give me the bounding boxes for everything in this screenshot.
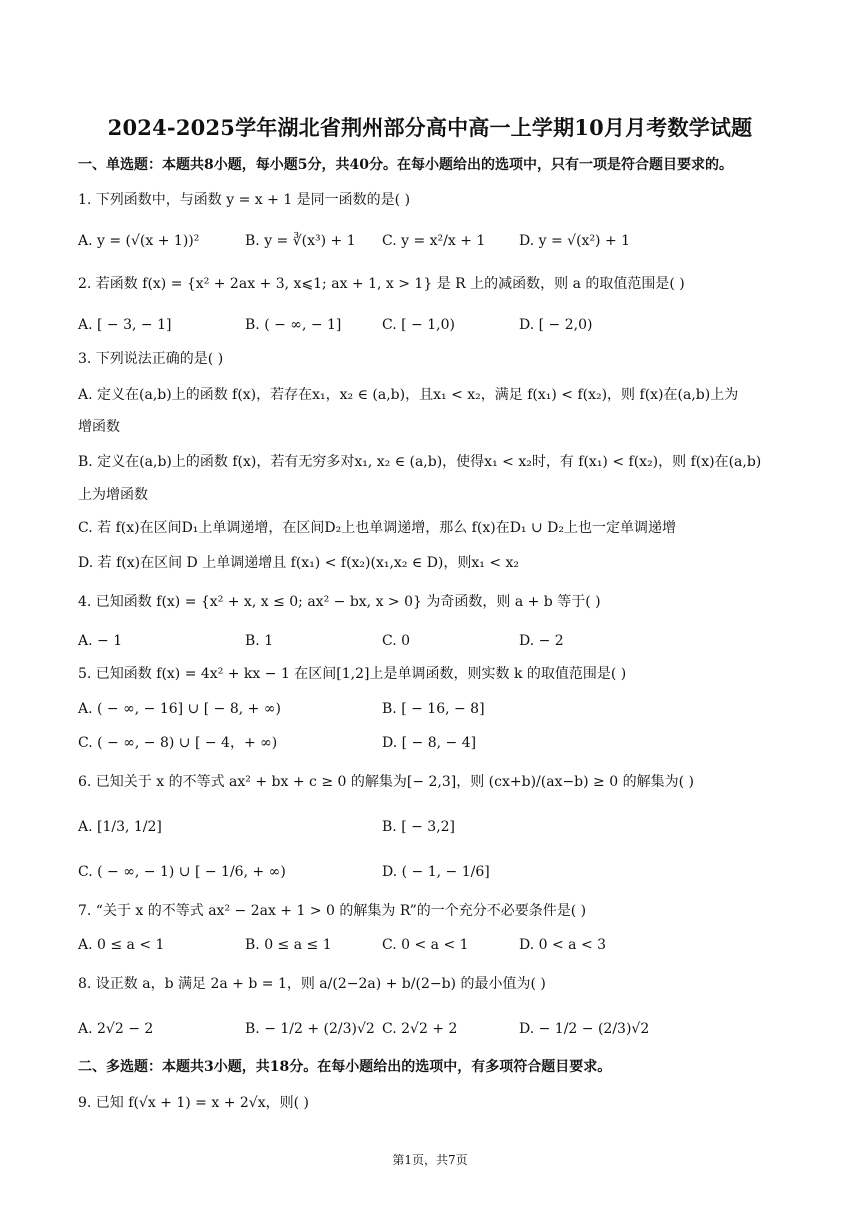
question-2-option-a: A. [ − 3, − 1] — [78, 317, 172, 333]
question-3-option-b-continued: 上为增函数 — [78, 487, 148, 503]
question-6-option-c: C. ( − ∞, − 1) ∪ [ − 1/6, + ∞) — [78, 864, 286, 880]
question-3-option-b: B. 定义在(a,b)上的函数 f(x)，若有无穷多对x₁, x₂ ∈ (a,b)，使得x₁ < x₂时，有 f(x₁) < f(x₂)，则 f(x)在(a,b) — [78, 454, 762, 470]
question-2-option-c: C. [ − 1,0) — [382, 317, 455, 333]
page-title: 2024-2025学年湖北省荆州部分高中高一上学期10月月考数学试题 — [107, 115, 753, 140]
question-5-option-c: C. ( − ∞, − 8) ∪ [ − 4，+ ∞) — [78, 735, 278, 751]
question-2-option-b: B. ( − ∞, − 1] — [245, 317, 342, 333]
question-3-option-d: D. 若 f(x)在区间 D 上单调递增且 f(x₁) < f(x₂)(x₁,x₂ ∈ D)，则x₁ < x₂ — [78, 555, 520, 571]
question-8-option-a: A. 2√2 − 2 — [78, 1021, 154, 1037]
question-4-option-b: B. 1 — [245, 633, 274, 649]
question-1-option-b: B. y = ∛(x³) + 1 — [245, 233, 356, 249]
question-7-stem: 7. “关于 x 的不等式 ax² − 2ax + 1 > 0 的解集为 R”的一个充分不必要条件是( ) — [78, 903, 587, 919]
question-8-option-d: D. − 1/2 − (2/3)√2 — [519, 1021, 650, 1037]
question-8-stem: 8. 设正数 a，b 满足 2a + b = 1，则 a/(2−2a) + b/(2−b) 的最小值为( ) — [78, 976, 546, 992]
question-7-option-d: D. 0 < a < 3 — [519, 937, 607, 953]
question-5-stem: 5. 已知函数 f(x) = 4x² + kx − 1 在区间[1,2]上是单调函数，则实数 k 的取值范围是( ) — [78, 666, 627, 682]
question-1-option-c: C. y = x²/x + 1 — [382, 233, 486, 249]
page-number: 第1页，共7页 — [392, 1153, 468, 1167]
question-1-stem: 1. 下列函数中，与函数 y = x + 1 是同一函数的是( ) — [78, 192, 411, 208]
question-7-option-a: A. 0 ≤ a < 1 — [78, 937, 165, 953]
question-4-stem: 4. 已知函数 f(x) = {x² + x, x ≤ 0; ax² − bx, x > 0} 为奇函数，则 a + b 等于( ) — [78, 594, 601, 610]
question-4-option-c: C. 0 — [382, 633, 411, 649]
question-7-option-c: C. 0 < a < 1 — [382, 937, 469, 953]
question-6-stem: 6. 已知关于 x 的不等式 ax² + bx + c ≥ 0 的解集为[− 2,3]，则 (cx+b)/(ax−b) ≥ 0 的解集为( ) — [78, 774, 694, 790]
question-2-option-d: D. [ − 2,0) — [519, 317, 593, 333]
question-6-option-b: B. [ − 3,2] — [382, 819, 456, 835]
question-9-stem: 9. 已知 f(√x + 1) = x + 2√x，则( ) — [78, 1095, 309, 1111]
question-6-option-d: D. ( − 1, − 1/6] — [382, 864, 490, 880]
section-single-choice: 一、单选题：本题共8小题，每小题5分，共40分。在每小题给出的选项中，只有一项是符合题目要求的。 — [78, 157, 733, 173]
question-7-option-b: B. 0 ≤ a ≤ 1 — [245, 937, 332, 953]
question-3-option-c: C. 若 f(x)在区间D₁上单调递增，在区间D₂上也单调递增，那么 f(x)在D₁ ∪ D₂上也一定单调递增 — [78, 520, 676, 536]
question-5-option-d: D. [ − 8, − 4] — [382, 735, 477, 751]
question-5-option-b: B. [ − 16, − 8] — [382, 701, 485, 717]
question-8-option-b: B. − 1/2 + (2/3)√2 — [245, 1021, 375, 1037]
question-3-option-a-continued: 增函数 — [78, 419, 120, 435]
question-8-option-c: C. 2√2 + 2 — [382, 1021, 458, 1037]
question-4-option-d: D. − 2 — [519, 633, 564, 649]
question-2-stem: 2. 若函数 f(x) = {x² + 2ax + 3, x⩽1; ax + 1, x > 1} 是 R 上的减函数，则 a 的取值范围是( ) — [78, 276, 685, 292]
question-1-option-a: A. y = (√(x + 1))² — [78, 233, 200, 249]
question-3-option-a: A. 定义在(a,b)上的函数 f(x)，若存在x₁，x₂ ∈ (a,b)，且x₁ < x₂，满足 f(x₁) < f(x₂)，则 f(x)在(a,b)上为 — [78, 387, 739, 403]
question-1-option-d: D. y = √(x²) + 1 — [519, 233, 631, 249]
question-5-option-a: A. ( − ∞, − 16] ∪ [ − 8, + ∞) — [78, 701, 281, 717]
section-multiple-choice: 二、多选题：本题共3小题，共18分。在每小题给出的选项中，有多项符合题目要求。 — [78, 1059, 612, 1075]
question-3-stem: 3. 下列说法正确的是( ) — [78, 351, 224, 367]
question-4-option-a: A. − 1 — [78, 633, 123, 649]
question-6-option-a: A. [1/3, 1/2] — [78, 819, 162, 835]
